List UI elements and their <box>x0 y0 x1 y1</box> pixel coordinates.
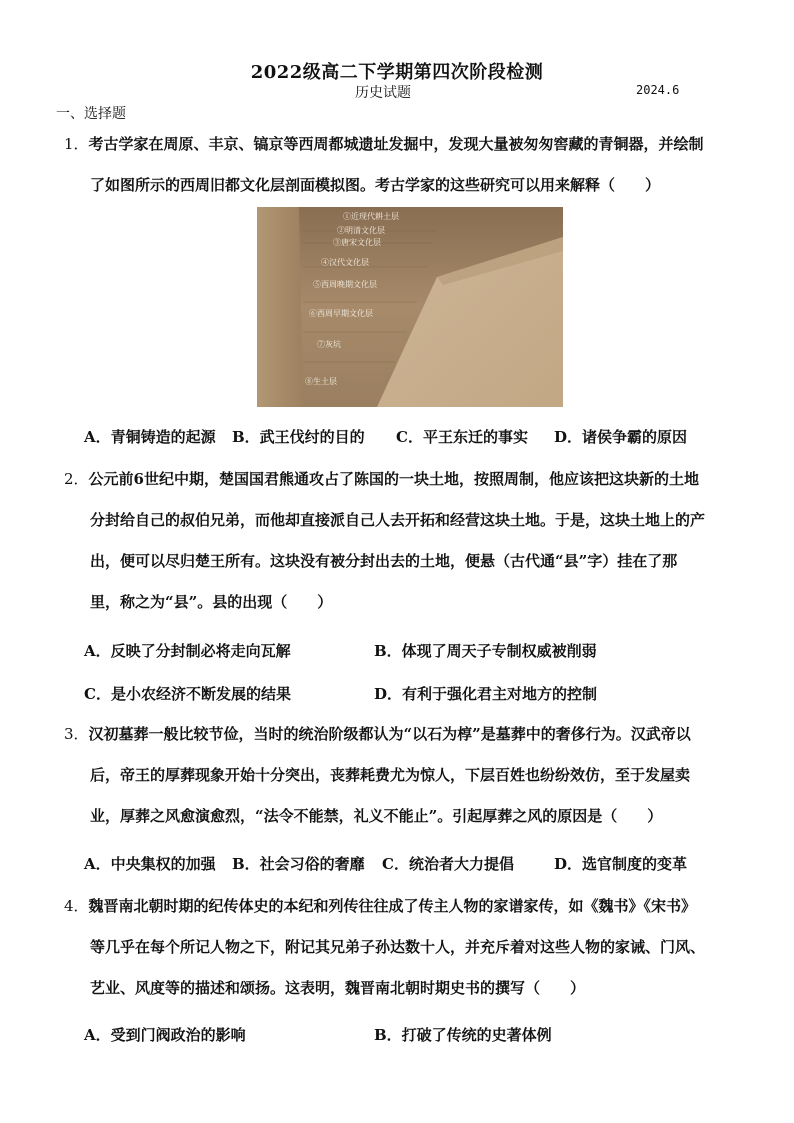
question-2-options-row-2 <box>84 683 597 704</box>
question-3-options <box>84 853 687 874</box>
option-2c[interactable]: C．是小农经济不断发展的结果 <box>84 685 291 703</box>
stratigraphy-photo <box>257 207 563 407</box>
option-3c[interactable]: C．统治者大力提倡 <box>382 855 514 873</box>
question-4-line-3: 艺业、风度等的描述和颂扬。这表明，魏晋南北朝时期史书的撰写（ ） <box>90 979 586 997</box>
option-3a[interactable]: A．中央集权的加强 <box>84 855 216 873</box>
question-2-options-row-1 <box>84 640 597 661</box>
question-2-line-4: 里，称之为“县”。县的出现（ ） <box>90 593 333 611</box>
question-3-line-3: 业，厚葬之风愈演愈烈，“法令不能禁，礼义不能止”。引起厚葬之风的原因是（ ） <box>90 807 663 825</box>
question-4-options <box>84 1024 552 1045</box>
option-4b[interactable]: B．打破了传统的史著体例 <box>374 1026 552 1044</box>
question-4-line-2: 等几乎在每个所记人物之下，附记其兄弟子孙达数十人，并充斥着对这些人物的家诫、门风、 <box>90 938 706 956</box>
option-2a[interactable]: A．反映了分封制必将走向瓦解 <box>84 642 291 660</box>
question-1-line-1: 1．考古学家在周原、丰京、镐京等西周都城遗址发掘中，发现大量被匆匆窖藏的青铜器，并绘制 <box>64 135 704 153</box>
layer-label-8: ⑧生土层 <box>305 377 337 386</box>
layer-label-3: ③唐宋文化层 <box>333 238 381 247</box>
question-1 <box>64 124 754 206</box>
question-3 <box>64 714 754 837</box>
option-2b[interactable]: B．体现了周天子专制权威被削弱 <box>374 642 597 660</box>
question-2-line-3: 出，便可以尽归楚王所有。这块没有被分封出去的土地，便悬（古代通“县”字）挂在了那 <box>90 552 678 570</box>
question-3-line-1: 3．汉初墓葬一般比较节俭，当时的统治阶级都认为“以石为椁”是墓葬中的奢侈行为。汉武帝以 <box>64 725 691 743</box>
layer-label-5: ⑤西周晚期文化层 <box>313 280 377 289</box>
layer-label-4: ④汉代文化层 <box>321 258 369 267</box>
exam-date: 2024.6 <box>636 83 680 97</box>
option-1a[interactable]: A．青铜铸造的起源 <box>84 428 216 446</box>
question-2-line-1: 2．公元前6世纪中期，楚国国君熊通攻占了陈国的一块土地，按照周制，他应该把这块新的土地 <box>64 470 699 488</box>
option-1b[interactable]: B．武王伐纣的目的 <box>232 428 365 446</box>
option-3b[interactable]: B．社会习俗的奢靡 <box>232 855 365 873</box>
option-3d[interactable]: D．选官制度的变革 <box>554 855 688 873</box>
layer-label-1: ①近现代耕土层 <box>343 212 399 221</box>
question-1-options <box>84 426 687 447</box>
layer-label-6: ⑥西周早期文化层 <box>309 309 373 318</box>
question-4-line-1: 4．魏晋南北朝时期的纪传体史的本纪和列传往往成了传主人物的家谱家传，如《魏书》《宋书》 <box>64 897 697 915</box>
option-2d[interactable]: D．有利于强化君主对地方的控制 <box>374 685 598 703</box>
question-2 <box>64 459 754 623</box>
layer-label-2: ②明清文化层 <box>337 226 385 235</box>
stratigraphy-illustration <box>257 207 563 407</box>
question-1-line-2: 了如图所示的西周旧都文化层剖面模拟图。考古学家的这些研究可以用来解释（ ） <box>90 176 661 194</box>
option-1c[interactable]: C．平王东迁的事实 <box>396 428 528 446</box>
question-4 <box>64 886 754 1009</box>
exam-subtitle: 历史试题 <box>355 85 411 101</box>
layer-label-7: ⑦灰坑 <box>317 340 341 349</box>
section-heading: 一、选择题 <box>56 106 126 122</box>
exam-title: 2022级高二下学期第四次阶段检测 <box>250 62 544 83</box>
option-1d[interactable]: D．诸侯争霸的原因 <box>554 428 688 446</box>
question-3-line-2: 后，帝王的厚葬现象开始十分突出，丧葬耗费尤为惊人，下层百姓也纷纷效仿，至于发屋卖 <box>90 766 691 784</box>
option-4a[interactable]: A．受到门阀政治的影响 <box>84 1026 246 1044</box>
question-2-line-2: 分封给自己的叔伯兄弟，而他却直接派自己人去开拓和经营这块土地。于是，这块土地上的产 <box>90 511 706 529</box>
